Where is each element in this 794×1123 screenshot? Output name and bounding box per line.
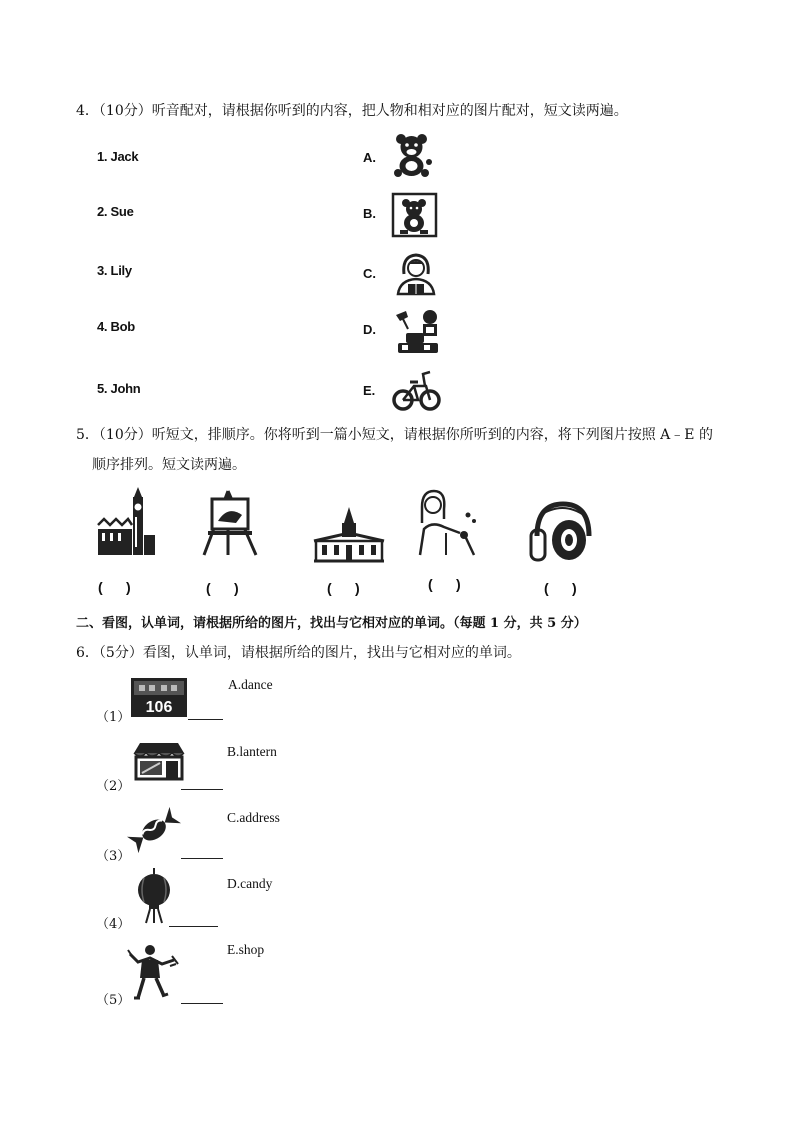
q5-title-line2: 顺序排列。短文读两遍。: [92, 457, 246, 473]
q4-name-3: 3. Lily: [97, 263, 132, 278]
address-sign-number: 106: [145, 699, 173, 716]
q6-title: 6．（5分）看图，认单词，请根据所给的图片，找出与它相对应的单词。: [76, 645, 521, 661]
q5-answer-bracket-3[interactable]: ( ): [327, 580, 360, 596]
q6-index-3: （3）: [96, 849, 131, 864]
section-2-title: 二、看图，认单词，请根据所给的图片，找出与它相对应的单词。（每题 1 分，共 5 分）: [76, 616, 587, 631]
q4-name-4: 4. Bob: [97, 319, 135, 334]
q6-answer-blank-3[interactable]: [181, 858, 223, 859]
q6-answer-blank-2[interactable]: [181, 789, 223, 790]
q4-letter-a: A.: [363, 150, 376, 165]
q5-title-line1: 5．（10分）听短文，排顺序。你将听到一篇小短文，请根据你所听到的内容，将下列图片按照 A﹣E 的: [76, 427, 713, 443]
q4-title: 4．（10分）听音配对，请根据你听到的内容，把人物和相对应的图片配对，短文读两遍。: [76, 103, 628, 119]
easel-painting-icon: [198, 489, 264, 557]
q4-letter-b: B.: [363, 206, 376, 221]
palace-icon: [314, 505, 384, 563]
q6-index-2: （2）: [96, 779, 131, 794]
teddy-bear-icon: [392, 132, 434, 178]
q6-index-1: （1）: [96, 710, 131, 725]
q6-answer-blank-1[interactable]: [188, 719, 223, 720]
q5-answer-bracket-5[interactable]: ( ): [544, 580, 577, 596]
q6-answer-blank-4[interactable]: [169, 926, 218, 927]
q6-answer-blank-5[interactable]: [181, 1003, 223, 1004]
q5-answer-bracket-4[interactable]: ( ): [428, 576, 461, 592]
candy-icon: [128, 805, 180, 855]
big-ben-icon: [98, 485, 156, 557]
q4-name-1: 1. Jack: [97, 149, 139, 164]
q4-letter-e: E.: [363, 383, 376, 398]
q4-letter-d: D.: [363, 322, 376, 337]
q4-letter-c: C.: [363, 266, 376, 281]
address-sign-icon: [131, 678, 187, 717]
q6-option-e: E.shop: [227, 942, 265, 957]
q6-option-c: C.address: [227, 810, 280, 825]
dancer-icon: [128, 942, 178, 1000]
framed-bear-icon: [392, 193, 437, 237]
toys-icon: [394, 307, 441, 355]
headphones-icon: [529, 502, 593, 562]
student-icon: [394, 252, 439, 296]
q5-answer-bracket-2[interactable]: ( ): [206, 580, 239, 596]
lantern-icon: [134, 868, 174, 924]
bicycle-icon: [392, 368, 441, 412]
q6-index-5: （5）: [96, 993, 131, 1008]
singer-microphone-icon: [416, 489, 486, 557]
q5-answer-bracket-1[interactable]: ( ): [98, 579, 131, 595]
q6-option-b: B.lantern: [227, 744, 277, 759]
q6-option-d: D.candy: [227, 876, 273, 891]
q4-name-2: 2. Sue: [97, 204, 134, 219]
shop-icon: [132, 741, 186, 781]
q6-option-a: A.dance: [228, 677, 273, 692]
q4-name-5: 5. John: [97, 381, 141, 396]
q6-index-4: （4）: [96, 917, 131, 932]
